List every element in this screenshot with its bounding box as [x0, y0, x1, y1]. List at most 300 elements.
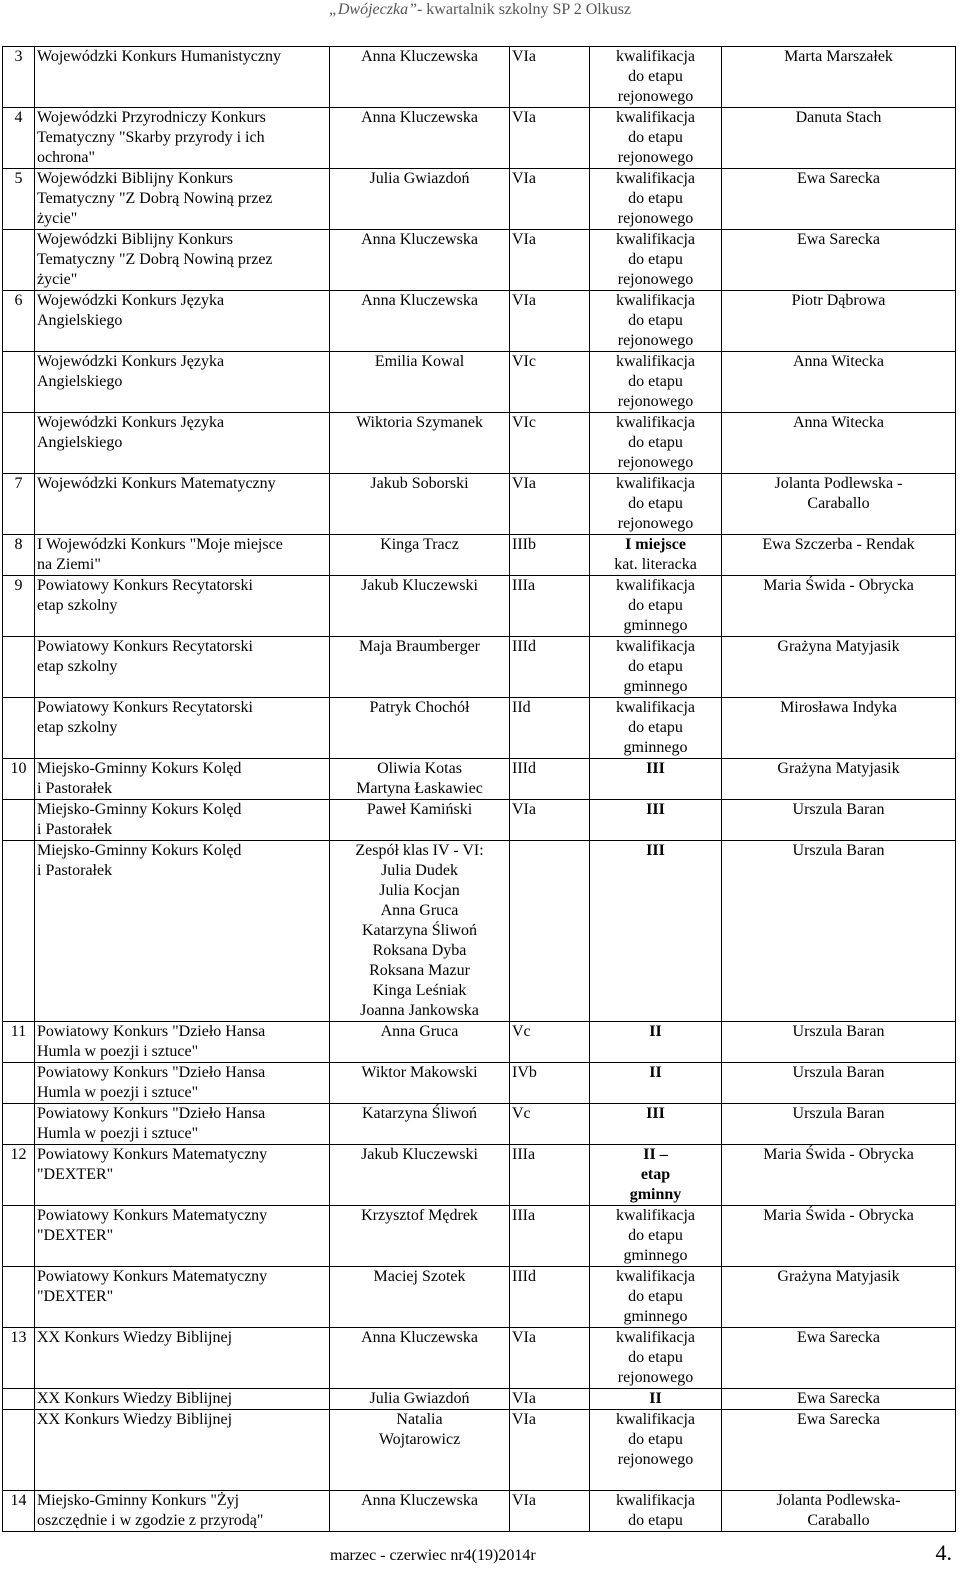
contest-name-cell	[35, 576, 330, 637]
result-cell	[590, 169, 722, 230]
result-cell	[590, 1145, 722, 1206]
teacher-cell	[722, 698, 956, 759]
teacher-cell-text: Ewa Sarecka	[796, 170, 881, 187]
contest-name-cell-text: Wojewódzki Konkurs Języka Angielskiego	[37, 414, 225, 451]
student-name-cell-text: Jakub Kluczewski	[361, 577, 478, 594]
student-name-cell-text: Emilia Kowal	[374, 353, 465, 370]
table-row	[3, 1389, 956, 1410]
result-cell	[590, 1389, 722, 1410]
teacher-cell	[722, 474, 956, 535]
result-category-text: kat. literacka	[614, 556, 697, 573]
contest-name-cell	[35, 474, 330, 535]
result-cell-text: kwalifikacja do etapu gminnego	[615, 1207, 696, 1264]
teacher-cell	[722, 759, 956, 800]
student-name-cell	[330, 352, 510, 413]
student-name-cell-text: Wiktoria Szymanek	[356, 414, 483, 431]
row-number-cell	[3, 291, 35, 352]
teacher-cell	[722, 1267, 956, 1328]
class-cell	[510, 1206, 590, 1267]
contest-name-cell	[35, 637, 330, 698]
class-cell-text: IIId	[512, 638, 536, 655]
student-name-cell-text: Krzysztof Mędrek	[361, 1207, 478, 1224]
student-name-cell	[330, 47, 510, 108]
teacher-cell-text: Ewa Sarecka	[796, 1411, 881, 1428]
row-number-cell	[3, 698, 35, 759]
teacher-cell	[722, 169, 956, 230]
contest-name-cell	[35, 1491, 330, 1532]
table-row	[3, 1063, 956, 1104]
student-name-cell-text: Katarzyna Śliwoń	[361, 1105, 478, 1122]
result-cell	[590, 108, 722, 169]
contest-name-cell-text: Wojewódzki Konkurs Języka Angielskiego	[37, 292, 225, 329]
class-cell	[510, 1104, 590, 1145]
result-cell	[590, 230, 722, 291]
table-row	[3, 535, 956, 576]
class-cell	[510, 1022, 590, 1063]
result-cell	[590, 1104, 722, 1145]
result-cell-text: kwalifikacja do etapu gminnego	[615, 699, 696, 756]
result-cell	[590, 474, 722, 535]
class-cell-text: IIIb	[512, 536, 536, 553]
teacher-cell-text: Urszula Baran	[792, 1064, 885, 1081]
row-number-cell	[3, 535, 35, 576]
class-cell-text: IId	[512, 699, 531, 716]
class-cell	[510, 535, 590, 576]
class-cell	[510, 1328, 590, 1389]
class-cell	[510, 1410, 590, 1491]
result-cell	[590, 535, 722, 576]
student-name-cell-text: Kinga Tracz	[380, 536, 459, 553]
contest-name-cell	[35, 800, 330, 841]
result-cell	[590, 698, 722, 759]
result-cell-text: III	[646, 801, 665, 818]
row-number-cell-text: 7	[14, 475, 23, 492]
contest-name-cell	[35, 413, 330, 474]
results-table-body	[3, 47, 956, 1532]
student-name-cell-text: Anna Gruca	[380, 1023, 459, 1040]
result-cell	[590, 800, 722, 841]
teacher-cell	[722, 1491, 956, 1532]
contest-name-cell-text: Powiatowy Konkurs Matematyczny "DEXTER"	[37, 1146, 268, 1183]
class-cell	[510, 698, 590, 759]
result-cell	[590, 413, 722, 474]
student-name-cell	[330, 1328, 510, 1389]
contest-name-cell	[35, 352, 330, 413]
class-cell	[510, 1063, 590, 1104]
student-name-cell-text: Anna Kluczewska	[361, 109, 478, 126]
row-number-cell-text: 14	[10, 1492, 27, 1509]
student-name-cell-text: Patryk Chochół	[369, 699, 470, 716]
teacher-cell	[722, 637, 956, 698]
teacher-cell	[722, 1389, 956, 1410]
result-cell-text: kwalifikacja do etapu gminnego	[615, 1268, 696, 1325]
teacher-cell-text: Jolanta Podlewska - Caraballo	[774, 475, 903, 512]
table-row	[3, 1022, 956, 1063]
result-cell	[590, 1022, 722, 1063]
row-number-cell-text: 9	[14, 577, 23, 594]
contest-name-cell	[35, 291, 330, 352]
contest-name-cell-text: Powiatowy Konkurs Recytatorski etap szkolny	[37, 638, 253, 675]
row-number-cell-text: 10	[10, 760, 27, 777]
footer-issue: marzec - czerwiec nr4(19)2014r	[330, 1547, 536, 1564]
student-name-cell	[330, 291, 510, 352]
page-number: 4.	[935, 1540, 952, 1565]
magazine-title: „Dwójeczka”	[328, 1, 417, 18]
student-name-cell	[330, 230, 510, 291]
student-name-cell-text: Anna Kluczewska	[361, 48, 478, 65]
table-row	[3, 1145, 956, 1206]
table-row	[3, 800, 956, 841]
row-number-cell	[3, 108, 35, 169]
student-name-cell	[330, 1145, 510, 1206]
student-name-cell	[330, 1206, 510, 1267]
result-cell-text: I miejsce	[625, 536, 686, 553]
result-cell	[590, 576, 722, 637]
class-cell-text: VIa	[512, 1411, 536, 1428]
row-number-cell	[3, 576, 35, 637]
result-cell	[590, 759, 722, 800]
student-name-cell	[330, 1389, 510, 1410]
student-name-cell	[330, 637, 510, 698]
student-name-cell-text: Paweł Kamiński	[366, 801, 473, 818]
table-row	[3, 1104, 956, 1145]
class-cell-text: Vc	[512, 1023, 531, 1040]
magazine-subtitle: - kwartalnik szkolny SP 2 Olkusz	[416, 1, 632, 18]
class-cell-text: IIIa	[512, 1146, 536, 1163]
result-cell-text: III	[646, 842, 665, 859]
table-row	[3, 352, 956, 413]
results-table	[2, 46, 956, 1532]
contest-name-cell	[35, 1389, 330, 1410]
class-cell-text: VIa	[512, 801, 536, 818]
teacher-cell	[722, 841, 956, 1022]
contest-name-cell-text: I Wojewódzki Konkurs "Moje miejsce na Ziemi"	[37, 536, 283, 573]
result-cell-text: kwalifikacja do etapu rejonowego	[615, 353, 696, 410]
class-cell-text: VIa	[512, 1329, 536, 1346]
class-cell	[510, 841, 590, 1022]
teacher-cell	[722, 1063, 956, 1104]
result-cell	[590, 352, 722, 413]
teacher-cell	[722, 1022, 956, 1063]
teacher-cell-text: Mirosława Indyka	[780, 699, 897, 716]
contest-name-cell-text: Powiatowy Konkurs "Dzieło Hansa Humla w poezji i sztuce"	[37, 1105, 266, 1142]
contest-name-cell-text: Miejsko-Gminny Kokurs Kolęd i Pastorałek	[37, 842, 242, 879]
contest-name-cell	[35, 1267, 330, 1328]
table-row	[3, 637, 956, 698]
student-name-cell	[330, 1022, 510, 1063]
student-name-cell-text: Oliwia Kotas Martyna Łaskawiec	[356, 760, 483, 797]
row-number-cell	[3, 759, 35, 800]
teacher-cell	[722, 1206, 956, 1267]
table-row	[3, 1410, 956, 1491]
result-cell	[590, 841, 722, 1022]
result-cell-text: kwalifikacja do etapu rejonowego	[615, 1411, 696, 1468]
row-number-cell	[3, 474, 35, 535]
class-cell-text: VIa	[512, 109, 536, 126]
teacher-cell-text: Maria Świda - Obrycka	[763, 1146, 914, 1163]
row-number-cell	[3, 841, 35, 1022]
result-cell	[590, 1063, 722, 1104]
contest-name-cell-text: Wojewódzki Biblijny Konkurs Tematyczny "Z Dobrą Nowiną przez życie"	[37, 231, 273, 288]
contest-name-cell-text: XX Konkurs Wiedzy Biblijnej	[37, 1390, 233, 1407]
student-name-cell-text: Anna Kluczewska	[361, 1329, 478, 1346]
student-name-cell	[330, 698, 510, 759]
contest-name-cell-text: Powiatowy Konkurs "Dzieło Hansa Humla w poezji i sztuce"	[37, 1064, 266, 1101]
row-number-cell-text: 12	[10, 1146, 27, 1163]
contest-name-cell-text: Miejsko-Gminny Kokurs Kolęd i Pastorałek	[37, 760, 242, 797]
contest-name-cell-text: Miejsko-Gminny Konkurs "Żyj oszczędnie i w zgodzie z przyrodą"	[37, 1492, 264, 1529]
student-name-cell-text: Wiktor Makowski	[361, 1064, 478, 1081]
class-cell	[510, 169, 590, 230]
teacher-cell	[722, 1328, 956, 1389]
table-row	[3, 1267, 956, 1328]
student-name-cell	[330, 1491, 510, 1532]
student-name-cell-text: Anna Kluczewska	[361, 292, 478, 309]
class-cell	[510, 576, 590, 637]
teacher-cell	[722, 800, 956, 841]
class-cell-text: IIIa	[512, 1207, 536, 1224]
student-name-cell	[330, 1267, 510, 1328]
teacher-cell	[722, 1104, 956, 1145]
result-cell-text: kwalifikacja do etapu rejonowego	[615, 1329, 696, 1386]
row-number-cell	[3, 1410, 35, 1491]
result-cell	[590, 1328, 722, 1389]
table-row	[3, 47, 956, 108]
table-row	[3, 230, 956, 291]
student-name-cell	[330, 474, 510, 535]
class-cell-text: VIa	[512, 170, 536, 187]
row-number-cell	[3, 1328, 35, 1389]
teacher-cell-text: Grażyna Matyjasik	[777, 760, 900, 777]
class-cell	[510, 352, 590, 413]
teacher-cell-text: Maria Świda - Obrycka	[763, 577, 914, 594]
class-cell-text: VIa	[512, 292, 536, 309]
contest-name-cell-text: Powiatowy Konkurs "Dzieło Hansa Humla w poezji i sztuce"	[37, 1023, 266, 1060]
student-name-cell-text: Zespół klas IV - VI: Julia Dudek Julia Kocjan Anna Gruca Katarzyna Śliwoń Roksana Dyba Roksana Mazur Kinga Leśniak Joanna Jankowska	[355, 842, 484, 1019]
student-name-cell-text: Julia Gwiazdoń	[369, 170, 470, 187]
result-cell	[590, 1410, 722, 1491]
row-number-cell	[3, 1063, 35, 1104]
contest-name-cell	[35, 1063, 330, 1104]
row-number-cell	[3, 413, 35, 474]
student-name-cell	[330, 1104, 510, 1145]
row-number-cell	[3, 1389, 35, 1410]
class-cell	[510, 108, 590, 169]
contest-name-cell	[35, 169, 330, 230]
teacher-cell	[722, 47, 956, 108]
table-row	[3, 1328, 956, 1389]
teacher-cell-text: Piotr Dąbrowa	[791, 292, 886, 309]
class-cell-text: VIa	[512, 475, 536, 492]
class-cell	[510, 637, 590, 698]
page-header	[0, 0, 960, 22]
table-row	[3, 576, 956, 637]
class-cell	[510, 1389, 590, 1410]
row-number-cell-text: 5	[14, 170, 23, 187]
student-name-cell	[330, 1063, 510, 1104]
teacher-cell-text: Ewa Szczerba - Rendak	[762, 536, 915, 553]
class-cell-text: IVb	[512, 1064, 537, 1081]
result-cell-text: kwalifikacja do etapu	[615, 1492, 696, 1529]
result-cell-text: II	[649, 1064, 662, 1081]
teacher-cell	[722, 230, 956, 291]
result-cell	[590, 291, 722, 352]
contest-name-cell	[35, 535, 330, 576]
teacher-cell-text: Anna Witecka	[792, 353, 885, 370]
table-row	[3, 413, 956, 474]
teacher-cell-text: Jolanta Podlewska- Caraballo	[776, 1492, 901, 1529]
contest-name-cell-text: Powiatowy Konkurs Recytatorski etap szkolny	[37, 577, 253, 614]
class-cell-text: Vc	[512, 1105, 531, 1122]
class-cell-text: VIa	[512, 48, 536, 65]
teacher-cell-text: Urszula Baran	[792, 801, 885, 818]
result-cell-text: kwalifikacja do etapu rejonowego	[615, 292, 696, 349]
teacher-cell-text: Grażyna Matyjasik	[777, 638, 900, 655]
student-name-cell-text: Anna Kluczewska	[361, 1492, 478, 1509]
row-number-cell-text: 6	[14, 292, 23, 309]
row-number-cell-text: 13	[10, 1329, 27, 1346]
contest-name-cell	[35, 230, 330, 291]
teacher-cell	[722, 1410, 956, 1491]
student-name-cell-text: Natalia Wojtarowicz	[378, 1411, 461, 1448]
teacher-cell-text: Anna Witecka	[792, 414, 885, 431]
teacher-cell	[722, 291, 956, 352]
teacher-cell	[722, 352, 956, 413]
contest-name-cell	[35, 841, 330, 1022]
row-number-cell-text: 11	[10, 1023, 27, 1040]
contest-name-cell-text: Wojewódzki Biblijny Konkurs Tematyczny "Z Dobrą Nowiną przez życie"	[37, 170, 273, 227]
result-cell-text: kwalifikacja do etapu gminnego	[615, 638, 696, 695]
contest-name-cell	[35, 1104, 330, 1145]
student-name-cell-text: Maciej Szotek	[373, 1268, 466, 1285]
teacher-cell	[722, 1145, 956, 1206]
result-cell	[590, 47, 722, 108]
result-cell-text: kwalifikacja do etapu rejonowego	[615, 231, 696, 288]
class-cell	[510, 1145, 590, 1206]
result-cell-text: kwalifikacja do etapu rejonowego	[615, 414, 696, 471]
student-name-cell-text: Anna Kluczewska	[361, 231, 478, 248]
class-cell	[510, 413, 590, 474]
result-cell	[590, 1491, 722, 1532]
contest-name-cell-text: Wojewódzki Konkurs Matematyczny	[37, 475, 276, 492]
table-row	[3, 169, 956, 230]
contest-name-cell	[35, 1145, 330, 1206]
class-cell	[510, 1491, 590, 1532]
teacher-cell-text: Ewa Sarecka	[796, 231, 881, 248]
teacher-cell	[722, 413, 956, 474]
teacher-cell	[722, 535, 956, 576]
result-cell	[590, 637, 722, 698]
contest-name-cell-text: Powiatowy Konkurs Matematyczny "DEXTER"	[37, 1207, 268, 1244]
result-cell-text: II	[649, 1390, 662, 1407]
result-cell-text: kwalifikacja do etapu gminnego	[615, 577, 696, 634]
class-cell-text: VIa	[512, 1492, 536, 1509]
row-number-cell	[3, 169, 35, 230]
row-number-cell	[3, 1206, 35, 1267]
class-cell	[510, 800, 590, 841]
contest-name-cell	[35, 1328, 330, 1389]
table-row	[3, 698, 956, 759]
contest-name-cell-text: Powiatowy Konkurs Matematyczny "DEXTER"	[37, 1268, 268, 1305]
table-row	[3, 1491, 956, 1532]
contest-name-cell	[35, 759, 330, 800]
teacher-cell-text: Urszula Baran	[792, 1105, 885, 1122]
student-name-cell	[330, 1410, 510, 1491]
contest-name-cell	[35, 1410, 330, 1491]
contest-name-cell-text: Powiatowy Konkurs Recytatorski etap szkolny	[37, 699, 253, 736]
class-cell-text: VIa	[512, 1390, 536, 1407]
contest-name-cell	[35, 108, 330, 169]
result-cell-text: III	[646, 1105, 665, 1122]
table-row	[3, 291, 956, 352]
teacher-cell-text: Ewa Sarecka	[796, 1329, 881, 1346]
contest-name-cell-text: Wojewódzki Konkurs Języka Angielskiego	[37, 353, 225, 390]
row-number-cell	[3, 230, 35, 291]
class-cell-text: IIIa	[512, 577, 536, 594]
class-cell	[510, 47, 590, 108]
class-cell-text: IIId	[512, 1268, 536, 1285]
result-cell-text: III	[646, 760, 665, 777]
result-cell	[590, 1206, 722, 1267]
contest-name-cell	[35, 47, 330, 108]
class-cell-text: IIId	[512, 760, 536, 777]
teacher-cell	[722, 576, 956, 637]
class-cell-text: VIc	[512, 353, 536, 370]
row-number-cell-text: 8	[14, 536, 23, 553]
student-name-cell	[330, 108, 510, 169]
student-name-cell	[330, 413, 510, 474]
table-row	[3, 1206, 956, 1267]
class-cell	[510, 759, 590, 800]
class-cell	[510, 291, 590, 352]
class-cell-text: VIa	[512, 231, 536, 248]
table-row	[3, 841, 956, 1022]
student-name-cell	[330, 841, 510, 1022]
result-cell-text: kwalifikacja do etapu rejonowego	[615, 48, 696, 105]
row-number-cell	[3, 1491, 35, 1532]
teacher-cell-text: Danuta Stach	[795, 109, 882, 126]
row-number-cell-text: 3	[14, 48, 23, 65]
student-name-cell-text: Maja Braumberger	[359, 638, 480, 655]
student-name-cell	[330, 576, 510, 637]
contest-name-cell	[35, 1206, 330, 1267]
teacher-cell	[722, 108, 956, 169]
row-number-cell	[3, 1145, 35, 1206]
student-name-cell-text: Jakub Soborski	[370, 475, 469, 492]
row-number-cell	[3, 1104, 35, 1145]
teacher-cell-text: Urszula Baran	[792, 1023, 885, 1040]
teacher-cell-text: Marta Marszałek	[784, 48, 893, 65]
student-name-cell	[330, 535, 510, 576]
row-number-cell	[3, 47, 35, 108]
contest-name-cell	[35, 1022, 330, 1063]
teacher-cell-text: Maria Świda - Obrycka	[763, 1207, 914, 1224]
student-name-cell-text: Jakub Kluczewski	[361, 1146, 478, 1163]
table-row	[3, 474, 956, 535]
row-number-cell-text: 4	[14, 109, 23, 126]
teacher-cell-text: Grażyna Matyjasik	[777, 1268, 900, 1285]
row-number-cell	[3, 1022, 35, 1063]
class-cell	[510, 230, 590, 291]
teacher-cell-text: Ewa Sarecka	[796, 1390, 881, 1407]
class-cell	[510, 474, 590, 535]
contest-name-cell-text: Miejsko-Gminny Kokurs Kolęd i Pastorałek	[37, 801, 242, 838]
table-row	[3, 759, 956, 800]
class-cell-text: VIc	[512, 414, 536, 431]
contest-name-cell	[35, 698, 330, 759]
result-cell-text: kwalifikacja do etapu rejonowego	[615, 475, 696, 532]
result-cell-text: kwalifikacja do etapu rejonowego	[615, 109, 696, 166]
